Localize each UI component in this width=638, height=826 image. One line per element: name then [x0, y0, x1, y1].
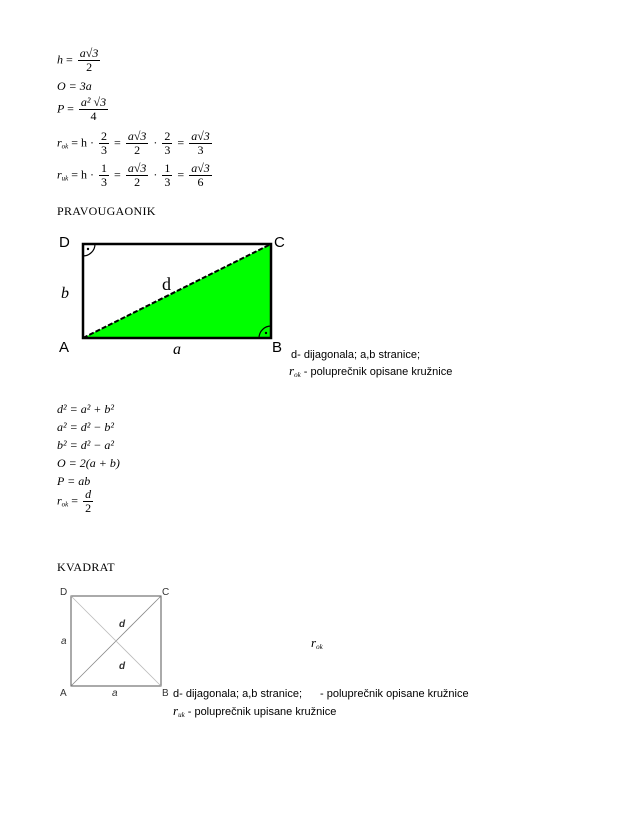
rect-label-a-side: a: [173, 341, 181, 355]
rect-formula-3: b² = d² − a²: [57, 438, 114, 452]
square-label-a-vertex: A: [60, 688, 67, 699]
rectangle-caption-line2: $r_{ok}$ - poluprečnik opisane kružnice: [289, 363, 453, 379]
fraction-rect-rok: $\frac{d}{2}$: [85, 487, 92, 515]
square-label-b-vertex: B: [162, 688, 169, 699]
fraction-p: $\frac{\text{a² √3}}{4}$: [80, 95, 107, 123]
square-label-d-upper: d: [119, 619, 126, 630]
formula-rok-triangle: $r_{ok} = h$ · $\frac{2}{3}$ = $\frac{a√3}{2}$ · $\frac{2}{3}$ = $\frac{a√3}{3}$: [57, 129, 210, 157]
fraction-ruk-result: $\frac{a√3}{6}$: [191, 161, 210, 189]
square-caption-line1: d- dijagonala; a,b stranice; - poluprečnik opisane kružnice: [173, 688, 469, 700]
square-label-a-bottom: a: [112, 688, 118, 699]
rect-label-c-vertex: C: [274, 234, 285, 251]
rectangle-diagram: [55, 230, 295, 355]
right-angle-dot-d: [87, 248, 89, 250]
rect-formula-rok: $r_{ok}$ = $\frac{d}{2}$: [57, 487, 92, 515]
rect-label-b-side: b: [61, 285, 69, 302]
square-floating-rok: $r_{ok}$: [311, 635, 323, 651]
rect-formula-5: P = ab: [57, 474, 91, 488]
fraction-ruk-3: $\frac{1}{3}$: [164, 161, 171, 189]
square-caption-line2: $r_{uk}$ - poluprečnik upisane kružnice: [173, 703, 337, 719]
rect-formula-2: a² = d² − b²: [57, 420, 114, 434]
fraction-rok-2: $\frac{a√3}{2}$: [127, 129, 147, 157]
formula-p-triangle: P = $\frac{\text{a² √3}}{4}$: [57, 95, 107, 123]
fraction-h: $\frac{a√3}{2}$: [79, 46, 99, 74]
right-angle-dot-b: [265, 332, 267, 334]
rect-formula-4: O = 2(a + b): [57, 456, 120, 470]
square-label-c-vertex: C: [162, 587, 170, 598]
fraction-rok-result: $\frac{a√3}{3}$: [191, 129, 210, 157]
square-label-a-side: a: [61, 636, 67, 647]
fraction-ruk-2: $\frac{a√3}{2}$: [127, 161, 147, 189]
formula-o-triangle: O = 3a: [57, 79, 92, 93]
square-diagram: [55, 585, 175, 700]
rect-label-a-vertex: A: [59, 339, 70, 355]
fraction-rok-3: $\frac{2}{3}$: [164, 129, 171, 157]
right-angle-mark-d: [83, 244, 95, 256]
rect-label-diagonal: d: [162, 274, 171, 294]
rectangle-heading: PRAVOUGAONIK: [57, 204, 156, 218]
square-heading: KVADRAT: [57, 560, 115, 574]
rect-formula-1: d² = a² + b²: [57, 402, 114, 416]
fraction-rok-1: $\frac{2}{3}$: [101, 129, 108, 157]
rect-label-b-vertex: B: [272, 339, 283, 355]
square-label-d-lower: d: [119, 661, 126, 672]
formula-ruk-triangle: $r_{uk} = h$ · $\frac{1}{3}$ = $\frac{a√3}{2}$ · $\frac{1}{3}$ = $\frac{a√3}{6}$: [57, 161, 210, 189]
rect-label-d-vertex: D: [59, 234, 70, 251]
rectangle-caption-line1: d- dijagonala; a,b stranice;: [291, 349, 421, 361]
formula-h: h = $\frac{a√3}{2}$: [57, 46, 99, 74]
square-label-d-vertex: D: [60, 587, 68, 598]
fraction-ruk-1: $\frac{1}{3}$: [101, 161, 108, 189]
